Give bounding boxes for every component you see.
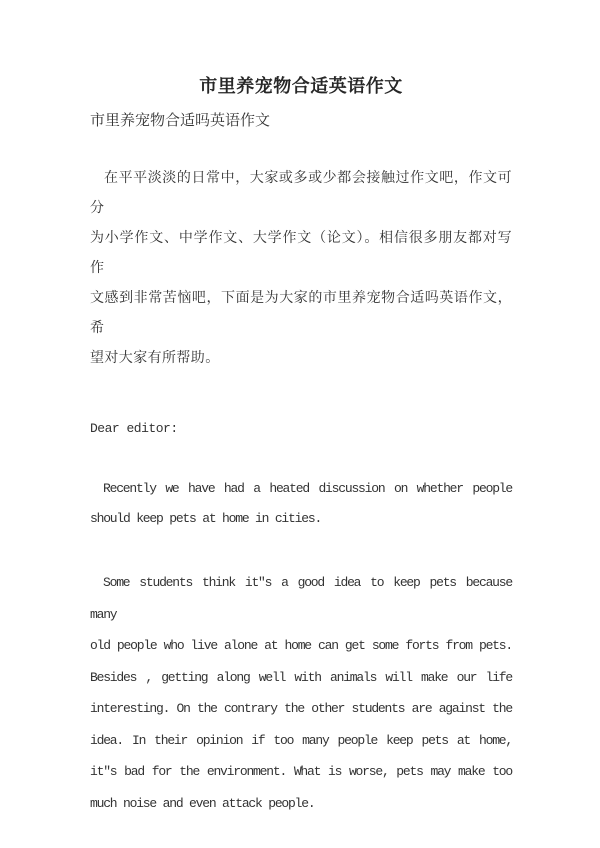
text-line: idea. In their opinion if too many people keep pets at home, (90, 732, 512, 748)
text-line: it″s bad for the environment. What is worse, pets may make too (90, 764, 512, 779)
document-subtitle: 市里养宠物合适吗英语作文 (90, 113, 271, 129)
paragraph-chinese-intro (90, 164, 512, 374)
paragraph-english-2 (90, 567, 512, 819)
document-title: 市里养宠物合适英语作文 (199, 76, 403, 96)
text-line: Some students think it″s a good idea to keep pets because many (90, 575, 512, 622)
text-line: Besides , getting along well with animals will make our life (90, 669, 512, 685)
text-line: 望对大家有所帮助。 (90, 351, 220, 366)
text-line: 为小学作文、中学作文、大学作文（论文）。相信很多朋友都对写作 (90, 231, 512, 276)
paragraph-english-1 (90, 474, 512, 534)
text-line: Recently we have had a heated discussion on whether people (103, 481, 512, 496)
text-line: old people who live alone at home can get some forts from pets. (90, 638, 512, 653)
text-line: interesting. On the contrary the other students are against the (90, 701, 512, 716)
salutation-line: Dear editor: (90, 421, 178, 436)
text-line: 在平平淡淡的日常中，大家或多或少都会接触过作文吧，作文可分 (90, 171, 512, 216)
text-line: 文感到非常苦恼吧，下面是为大家的市里养宠物合适吗英语作文，希 (90, 291, 512, 336)
text-line: much noise and even attack people. (90, 795, 315, 811)
text-line: should keep pets at home in cities. (90, 511, 322, 526)
